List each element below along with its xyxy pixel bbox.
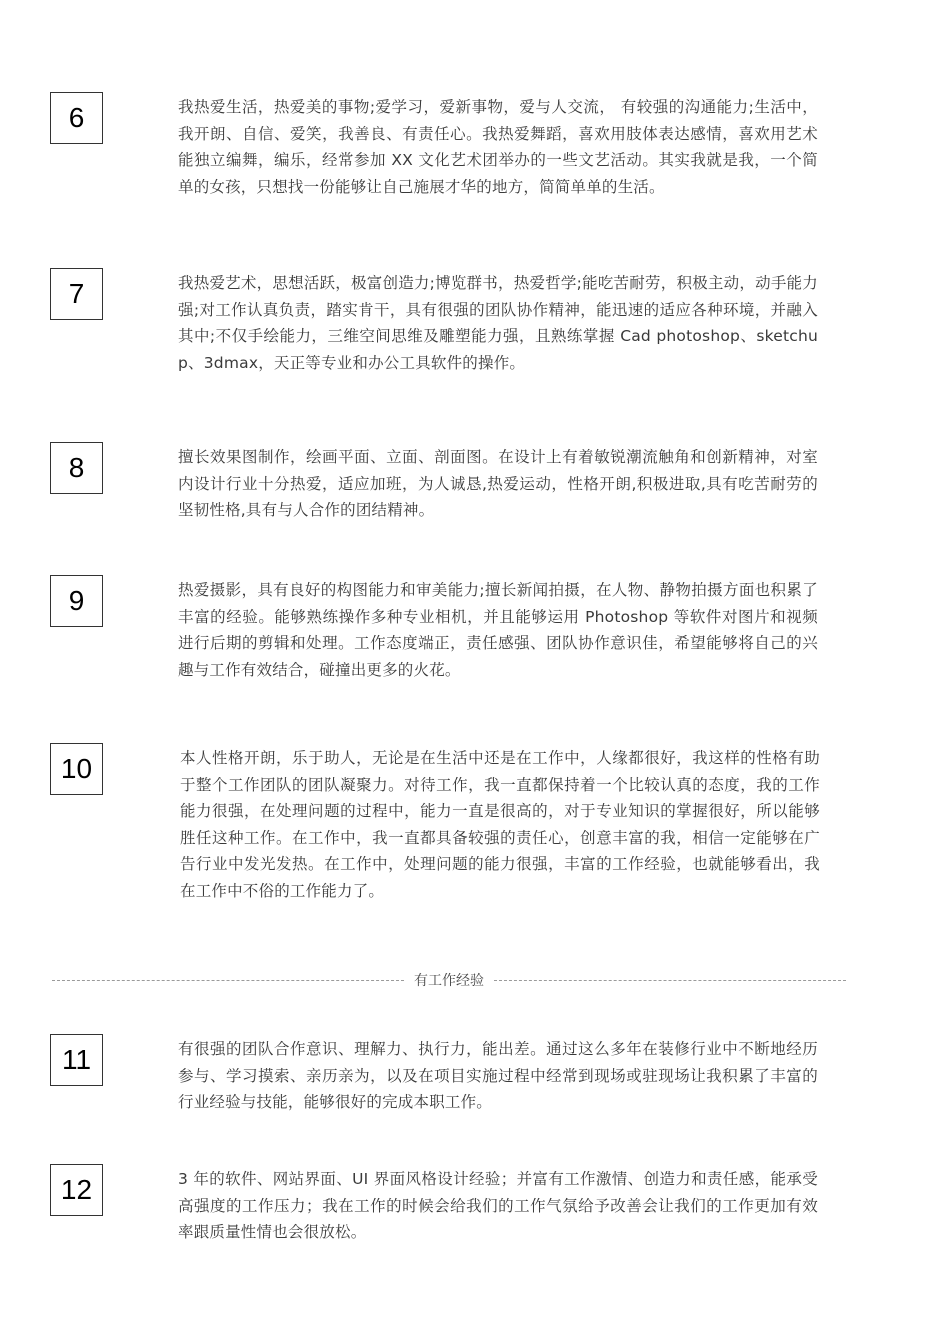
entry-number-box: 11 [50, 1034, 103, 1086]
divider-line-left [52, 980, 404, 981]
entry-text: 本人性格开朗，乐于助人，无论是在生活中还是在工作中，人缘都很好，我这样的性格有助于整个工作团队的团队凝聚力。对待工作，我一直都保持着一个比较认真的态度，我的工作能力很强，在处理问题的过程中，能力一直是很高的，对于专业知识的掌握很好，所以能够胜任这种工作。在工作中，我一直都具备较强的责任心，创意丰富的我，相信一定能够在广告行业中发光发热。在工作中，处理问题的能力很强，丰富的工作经验，也就能够看出，我在工作中不俗的工作能力了。 [180, 749, 820, 900]
section-divider [52, 970, 846, 990]
entry-number-box: 9 [50, 575, 103, 627]
entry-text: 擅长效果图制作，绘画平面、立面、剖面图。在设计上有着敏锐潮流触角和创新精神，对室内设计行业十分热爱，适应加班，为人诚恳,热爱运动，性格开朗,积极进取,具有吃苦耐劳的坚韧性格,具有与人合作的团结精神。 [178, 448, 818, 519]
divider-line-right [494, 980, 846, 981]
entry-number-box: 12 [50, 1164, 103, 1216]
entry-text: 我热爱艺术，思想活跃，极富创造力;博览群书，热爱哲学;能吃苦耐劳，积极主动，动手能力强;对工作认真负责，踏实肯干，具有很强的团队协作精神，能迅速的适应各种环境，并融入其中;不仅手绘能力，三维空间思维及雕塑能力强，且熟练掌握 Cad photoshop、sketchup、3dmax，天正等专业和办公工具软件的操作。 [178, 274, 818, 372]
entry-text: 3 年的软件、网站界面、UI 界面风格设计经验；并富有工作激情、创造力和责任感，能承受高强度的工作压力；我在工作的时候会给我们的工作气氛给予改善会让我们的工作更加有效率跟质量性情也会很放松。 [178, 1170, 818, 1241]
entry-text: 我热爱生活，热爱美的事物;爱学习，爱新事物，爱与人交流， 有较强的沟通能力;生活中，我开朗、自信、爱笑，我善良、有责任心。我热爱舞蹈，喜欢用肢体表达感情，喜欢用艺术能独立编舞，编乐，经常参加 XX 文化艺术团举办的一些文艺活动。其实我就是我，一个简单的女孩，只想找一份能够让自己施展才华的地方，简简单单的生活。 [178, 98, 818, 196]
section-divider-label: 有工作经验 [414, 973, 484, 989]
entry-number-box: 6 [50, 92, 103, 144]
entry-text: 热爱摄影，具有良好的构图能力和审美能力;擅长新闻拍摄，在人物、静物拍摄方面也积累了丰富的经验。能够熟练操作多种专业相机，并且能够运用 Photoshop 等软件对图片和视频进行后期的剪辑和处理。工作态度端正，责任感强、团队协作意识佳，希望能够将自己的兴趣与工作有效结合，碰撞出更多的火花。 [178, 581, 818, 679]
entry-number-box: 7 [50, 268, 103, 320]
entry-number-box: 10 [50, 743, 103, 795]
entry-text: 有很强的团队合作意识、理解力、执行力，能出差。通过这么多年在装修行业中不断地经历参与、学习摸索、亲历亲为，以及在项目实施过程中经常到现场或驻现场让我积累了丰富的行业经验与技能，能够很好的完成本职工作。 [178, 1040, 818, 1111]
entry-number-box: 8 [50, 442, 103, 494]
